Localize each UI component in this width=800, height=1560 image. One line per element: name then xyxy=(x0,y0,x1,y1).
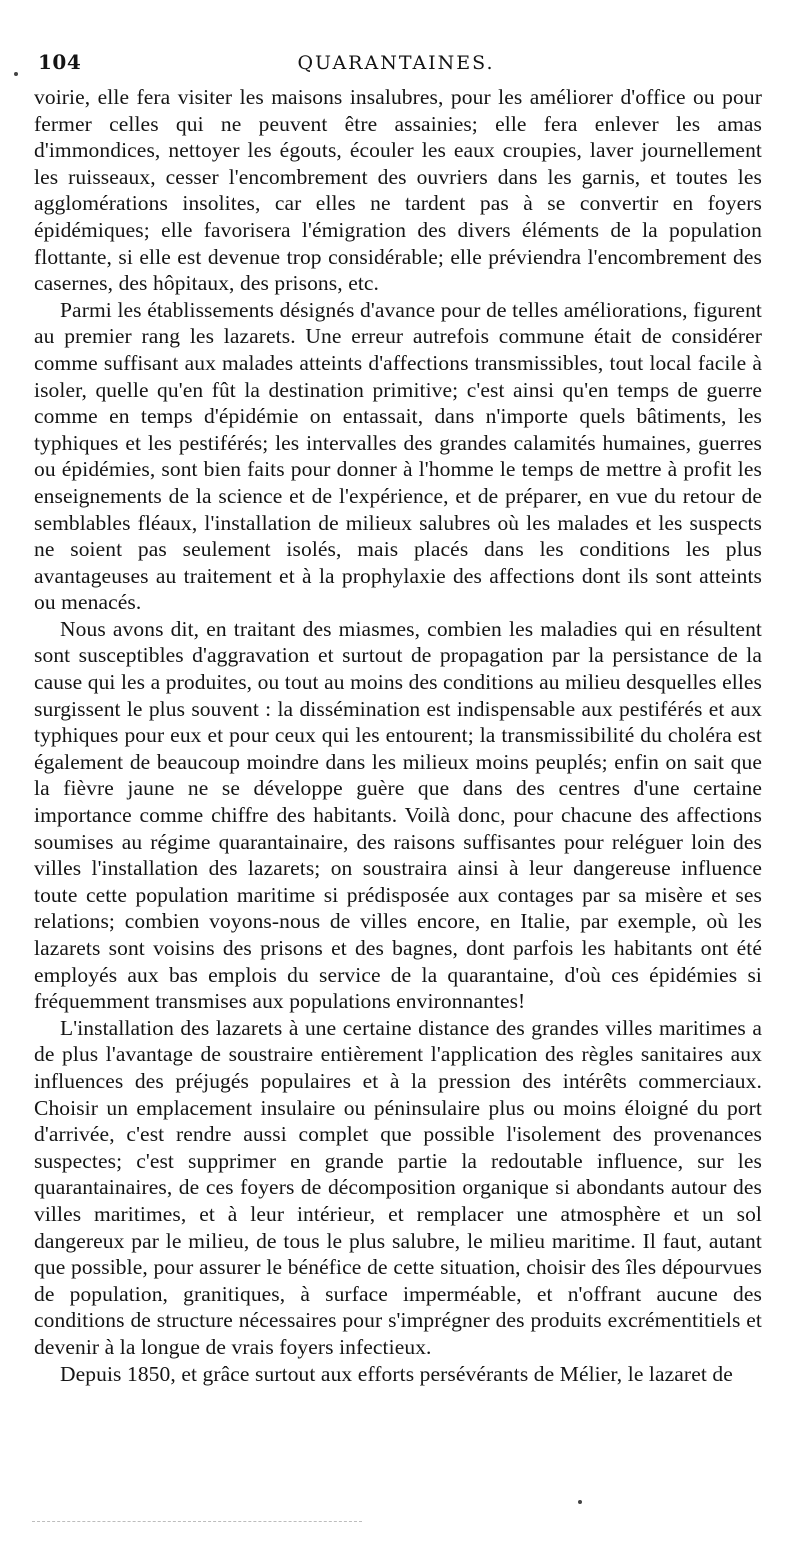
paragraph-continuation: voirie, elle fera visiter les maisons insalubres, pour les améliorer d'office ou pour fermer celles qui ne peuvent être assainies; elle fera enlever les amas d'immondices, nettoyer les égouts, écouler les eaux croupies, laver journellement les ruisseaux, cesser l'encombrement des ouvriers dans les garnis, et toutes les agglomérations insolites, car elles ne tardent pas à se convertir en foyers épidémiques; elle favorisera l'émigration des divers éléments de la population flottante, si elle est devenue trop considérable; elle préviendra l'encombrement des casernes, des hôpitaux, des prisons, etc. xyxy=(34,85,762,296)
body-text xyxy=(34,84,762,1387)
footer-scan-line xyxy=(32,1521,362,1522)
page-header xyxy=(32,50,760,80)
paragraph-installation: L'installation des lazarets à une certaine distance des grandes villes maritimes a de plus l'avantage de soustraire entièrement l'application des règles sanitaires aux influences des préjugés populaires et à la pression des intérêts commerciaux. Choisir un emplacement insulaire ou péninsulaire plus ou moins éloigné du port d'arrivée, c'est rendre aussi complet que possible l'isolement des provenances suspectes; c'est supprimer en grande partie la redoutable influence, sur les quarantainaires, de ces foyers de décomposition organique si abondants autour des villes maritimes, et à leur intérieur, et remplacer une atmosphère et un sol dangereux par le milieu, de tous le plus salubre, le milieu maritime. Il faut, autant que possible, pour assurer le bénéfice de cette situation, choisir des îles dépourvues de population, granitiques, à surface imperméable, et n'offrant aucune des conditions de structure nécessaires pour s'imprégner des produits excrémentitiels et devenir à la longue de vrais foyers infectieux. xyxy=(34,1015,762,1359)
ink-speck xyxy=(578,1500,582,1504)
paragraph-miasmes: Nous avons dit, en traitant des miasmes, combien les maladies qui en résultent sont susceptibles d'aggravation et surtout de propagation par la persistance de la cause qui les a produites, ou tout au moins des conditions au milieu desquelles elles surgissent le plus souvent : la dissémination est indispensable aux pestiférés et aux typhiques pour eux et pour ceux qui les entourent; la transmissibilité du choléra est également de beaucoup moindre dans les milieux moins peuplés; enfin on sait que la fièvre jaune ne se développe guère que dans des centres d'une certaine importance comme chiffre des habitants. Voilà donc, pour chacune des affections soumises au régime quarantainaire, des raisons suffisantes pour reléguer loin des villes l'installation des lazarets; on soustraira ainsi à leur dangereuse influence toute cette population maritime si prédisposée aux contages par sa misère et ses relations; combien voyons-nous de villes encore, en Italie, par exemple, où les lazarets sont voisins des prisons et des bagnes, dont parfois les habitants ont été employés aux bas emplois du service de la quarantaine, d'où ces épidémies si fréquemment transmises aux populations environnantes! xyxy=(34,616,763,1014)
running-head: QUARANTAINES. xyxy=(297,52,495,74)
paragraph-lazarets: Parmi les établissements désignés d'avance pour de telles améliorations, figurent au premier rang les lazarets. Une erreur autrefois commune était de considérer comme suffisant aux malades atteints d'affections transmissibles, tout local facile à isoler, quelle qu'en fût la destination primitive; c'est ainsi qu'en temps de guerre comme en temps d'épidémie on entassait, dans n'importe quels bâtiments, les typhiques et les pestiférés; les intervalles des grandes calamités humaines, guerres ou épidémies, sont bien faits pour donner à l'homme le temps de mettre à profit les enseignements de la science et de l'expérience, et de préparer, en vue du retour de semblables fléaux, l'installation de milieux salubres où les malades et les suspects ne soient pas seulement isolés, mais placés dans les conditions les plus avantageuses au traitement et à la prophylaxie des affections dont ils sont atteints ou menacés. xyxy=(34,297,762,615)
ink-speck xyxy=(14,72,18,76)
page-number: 104 xyxy=(38,50,82,74)
paragraph-depuis-1850: Depuis 1850, et grâce surtout aux efforts persévérants de Mélier, le lazaret de xyxy=(60,1361,733,1386)
